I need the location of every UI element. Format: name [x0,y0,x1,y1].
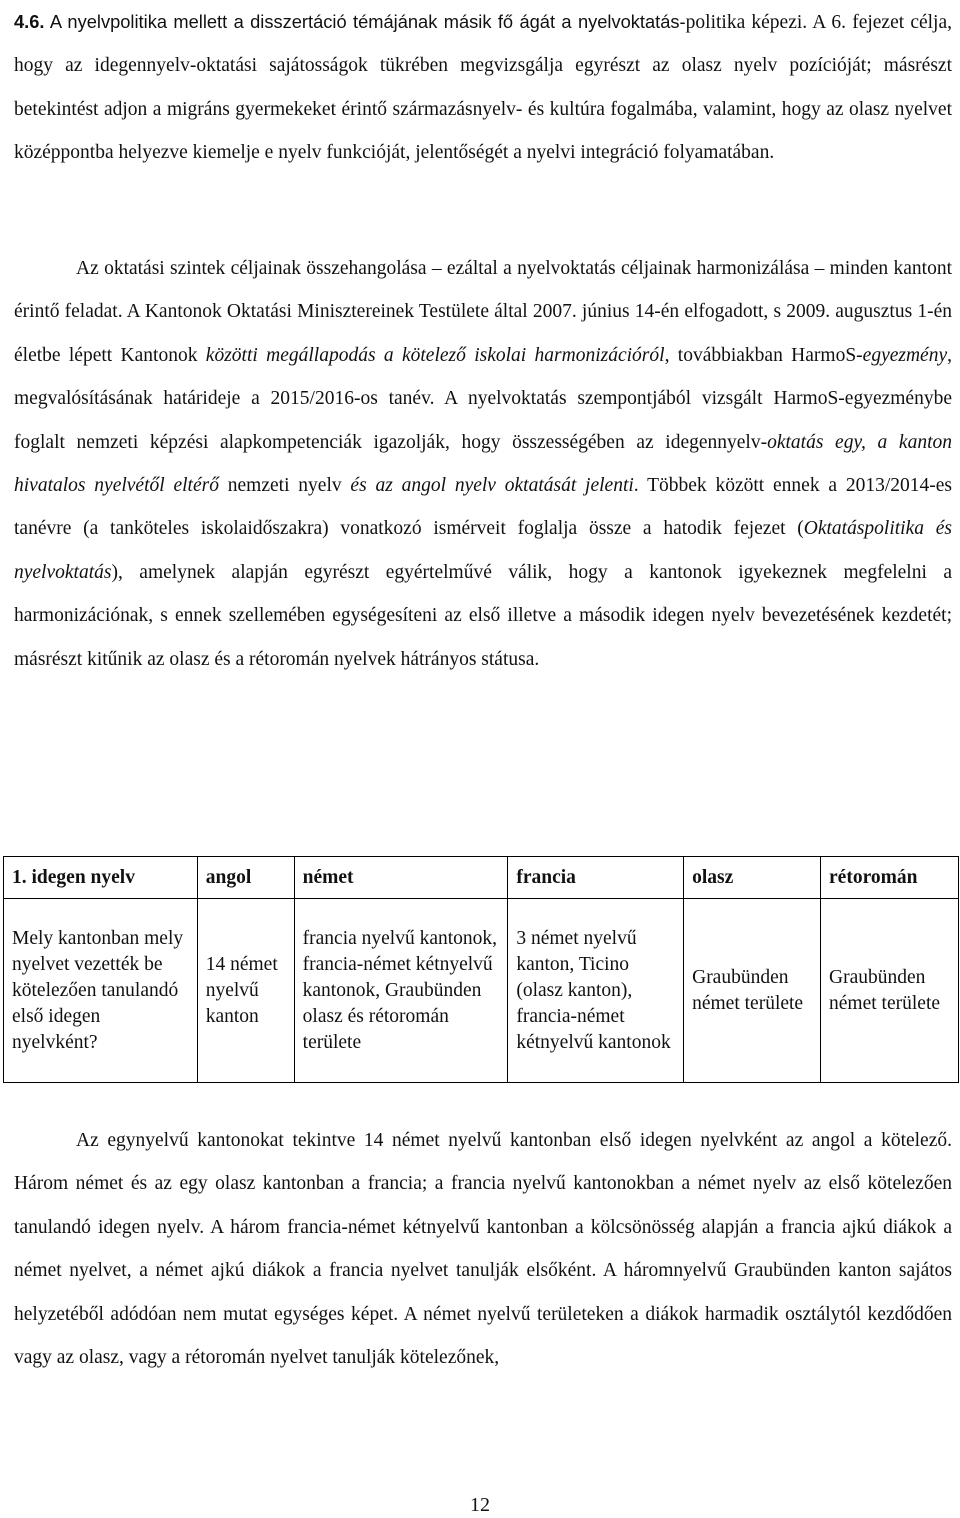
table-header-row [4,857,959,899]
section-heading-text: A nyelvpolitika mellett a disszertáció témájának másik fő ágát a nyelvoktatás- [44,11,686,32]
text-run: , továbbiakban HarmoS- [664,344,863,366]
italic-run: közötti megállapodás a kötelező iskolai harmonizációról [205,344,665,366]
table-cell: 14 német nyelvű kanton [197,899,294,1083]
table-header-cell: rétoromán [821,857,959,899]
text-run: Az oktatási szintek céljainak összehangolása – ezáltal a nyelvoktatás céljainak harmonizálása – minden kantont érintő feladat. A Kantonok Oktatási Minisztereinek Testülete által 2007. június 14-én elfogadott, s 2009. augusztus 1-én életbe lépett Kantonok [14,258,952,366]
text-run: , megvalósításának határideje a 2015/2016-os tanév. A nyelvoktatás szempontjából vizsgált HarmoS-egyezménybe foglalt nemzeti képzési alapkompetenciák igazolják, hogy összességében az idegennyelv- [14,344,952,453]
intro-paragraph [14,0,952,175]
table-cell: Graubünden német területe [821,899,959,1083]
text-run: . Többek között ennek a 2013/2014-es tanévre (a tanköteles iskolaidőszakra) vonatkozó ismérveit foglalja össze a hatodik fejezet ( [14,475,953,540]
table-row [4,899,959,1083]
table-header-cell: francia [508,857,684,899]
first-foreign-language-table [3,856,959,1083]
section-number: 4.6. [14,11,45,32]
italic-run: Oktatáspolitika és nyelvoktatás [14,518,952,583]
table-header-cell: angol [197,857,294,899]
italic-run: egyezmény [862,344,948,366]
italic-run: és az angol nyelv oktatását jelenti [350,475,634,497]
text-run: ), amelynek alapján egyrészt egyértelművé válik, hogy a kantonok igyekeznek megfelelni a harmonizációnak, s ennek szellemében egységesíteni az első illetve a második idegen nyelv bevezetésének kezdetét; másrészt kitűnik az olasz és a rétoromán nyelvek hátrányos státusa. [14,561,952,670]
table-header-cell: 1. idegen nyelv [4,857,198,899]
table-cell: francia nyelvű kantonok, francia-német kétnyelvű kantonok, Graubünden olasz és rétoromán területe [294,899,508,1083]
section-heading-line [14,11,686,32]
table-cell: Graubünden német területe [684,899,821,1083]
intro-text: politika képezi. A 6. fejezet célja, hogy az idegennyelv-oktatási sajátosságok tükrében megvizsgálja egyrészt az olasz nyelv pozícióját; másrészt betekintést adjon a migráns gyermekeket érintő származásnyelv- és kultúra fogalmába, valamint, hogy az olasz nyelvet középpontba helyezve kiemelje e nyelv funkcióját, jelentőségét a nyelvi integráció folyamatában. [14,12,953,164]
harmos-paragraph [14,247,952,681]
italic-run: oktatás egy, a kanton hivatalos nyelvétől eltérő [14,431,952,497]
table-cell: 3 német nyelvű kanton, Ticino (olasz kanton), francia-német kétnyelvű kantonok [508,899,684,1083]
table-header-cell: olasz [684,857,821,899]
text-run: nemzeti nyelv [218,475,351,497]
table-cell: Mely kantonban mely nyelvet vezették be kötelezően tanulandó első idegen nyelvként? [4,899,198,1083]
page-number: 12 [470,1494,490,1516]
monolingual-cantons-paragraph: Az egynyelvű kantonokat tekintve 14 német nyelvű kantonban első idegen nyelvként az angol a kötelező. Három német és az egy olasz kantonban a francia; a francia nyelvű kantonokban a német nyelv az első kötelezően tanulandó idegen nyelv. A három francia-német kétnyelvű kantonban a kölcsönösség alapján a francia ajkú diákok a német nyelvet, a német ajkú diákok a francia nyelvet tanulják elsőként. A háromnyelvű Graubünden kanton sajátos helyzetéből adódóan nem mutat egységes képet. A német nyelvű területeken a diákok harmadik osztálytól kezdődően vagy az olasz, vagy a rétoromán nyelvet tanulják kötelezőnek, [14,1130,952,1369]
table-header-cell: német [294,857,508,899]
